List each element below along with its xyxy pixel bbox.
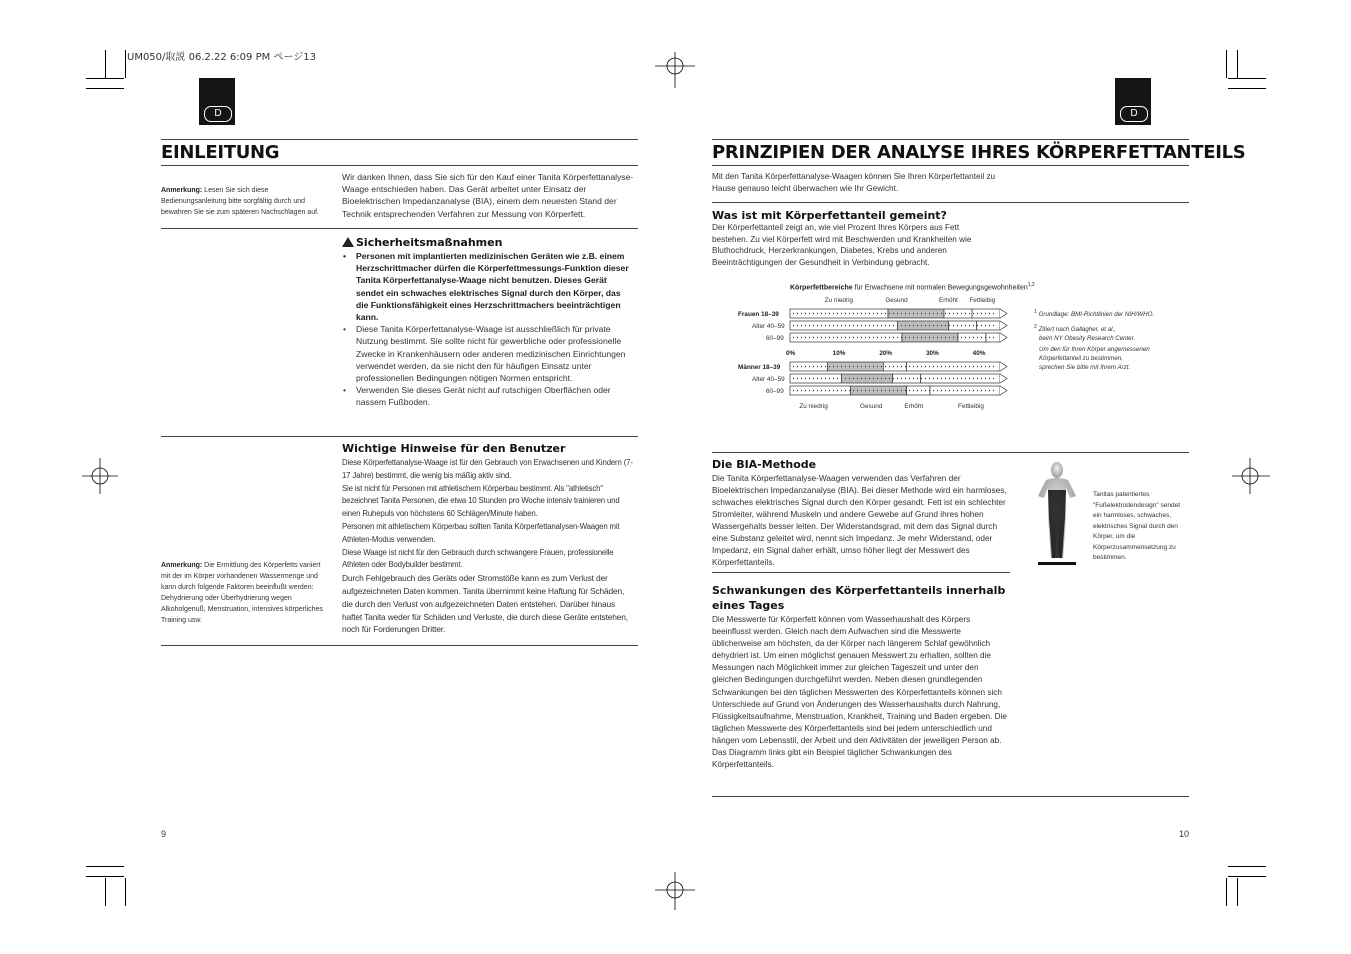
tick-label: 40% [972,350,986,357]
safety-heading: Sicherheitsmaßnahmen [342,236,502,249]
section-text: Die Tanita Körperfettanalyse-Waagen verwenden das Verfahren der Bioelektrischen Impedanzanalyse (BIA). Bei dieser Methode wird ein harmloses, schwaches elektrisches Signal durch den Körper gesandt. Fett ist ein schlechter Stromleiter, während Muskeln und andere Gewebe auf Grund ihres hohen Wassergehalts besser leiten. Der Widerstandsgrad, mit dem das Signal durch eine Substanz geleitet wird, nennt sich Impedanz. Je mehr Widerstand, oder Impedanz, ein Signal daher erhält, umso höher liegt der Messwert des Körperfettanteils. [712,473,1007,567]
chart-title: Körperfettbereiche für Erwachsene mit normalen Bewegungsgewohnheiten$^{1,2}$ [790,282,1035,292]
category-label: Erhöht [904,403,924,410]
row-label: Frauen 18–39 [738,311,779,318]
bar-segment [977,321,1000,330]
crop-mark [1228,88,1266,89]
bar-arrow [1000,374,1007,383]
bar-segment [921,374,1000,383]
section-text: Der Körperfettanteil zeigt an, wie viel Prozent Ihres Körpers aus Fett bestehen. Zu viel Körperfett wird mit Beschwerden und Krankheiten wie Bluthochdruck, Herzerkrankungen, Diabetes, Krebs und anderen Beeinträchtigungen der Gesundheit in Verbindung gebracht. [712,223,972,267]
crop-mark [105,50,106,78]
list-item: • Diese Tanita Körperfettanalyse-Waage ist ausschließlich für private Nutzung bestimmt. Sie sollte nicht für gewerbliche oder professionelle Zwecke in Krankenhäusern oder anderen medizinischen Einrichtungen verwendet werden, da sie nicht den für häufigen Einsatz unter professionellen Bedingungen nötigen Normen entspricht. [342,323,634,384]
bar-arrow [1000,333,1007,342]
category-label: Erhöht [939,297,958,304]
crop-mark [86,876,124,877]
bar-arrow [1000,309,1007,318]
body-silhouette-image [1028,458,1086,570]
registration-mark [82,456,122,496]
section-heading: Schwankungen des Körperfettanteils innerhalb eines Tages [712,584,1006,612]
divider [712,452,1189,453]
crop-mark [1228,876,1266,877]
divider [712,796,1189,797]
crop-mark [1228,866,1266,867]
crop-mark [125,50,126,78]
crop-mark [1226,878,1227,906]
registration-mark [1230,456,1270,496]
list-item: • Verwenden Sie dieses Gerät nicht auf rutschigen Oberflächen oder nassem Fußboden. [342,384,634,408]
bar-arrow [1000,321,1007,330]
registration-mark [655,870,695,910]
row-label: 60–99 [766,388,784,395]
section-heading: Die BIA-Methode [712,458,817,471]
row-label: 60–99 [766,335,784,342]
list-item: • Personen mit implantierten medizinischen Geräten wie z.B. einem Herzschrittmacher dürfen die Körperfettmessungs-Funktion dieser Tanita Körperfettanalyse-Waage nicht benutzen. Dieses Gerät sendet ein schwaches elektrisches Signal durch den Körper, das die Funktionsfähigkeit eines Herzschrittmachers beeinträchtigen kann. [342,250,634,323]
section-text: Die Messwerte für Körperfett können vom Wasserhaushalt des Körpers beeinflusst werden. Gleich nach dem Aufwachen sind die Messwerte üblicherweise am höchsten, da der Körper nach längerem Schlaf gewöhnlich dehydriert ist. Um einen möglichst genauen Messwert zu erhalten, sollten die Messungen nach Möglichkeit immer zur gleichen Tageszeit und unter den gleichen Bedingungen durchgeführt werden. Neben diesen grundlegenden Schwankungen bei den täglichen Messwerten des Körperfettanteils können sich Unterschiede auf Grund von Änderungen des Wasserhaushalts durch Nahrung, Flüssigkeitsaufnahme, Menstruation, Krankheit, Training und Baden ergeben. Die täglichen Messwerte des Körperfettanteils sind bei jedem unterschiedlich und hängen vom Lebensstil, der Arbeit und den Aktivitäten der jeweiligen Person ab. Das Diagramm links gibt ein Beispiel täglicher Schwankungen des Körperfettanteils. [712,615,1007,770]
bar-segment [851,386,907,395]
hints-heading: Wichtige Hinweise für den Benutzer [342,442,566,455]
page-title: PRINZIPIEN DER ANALYSE IHRES KÖRPERFETTANTEILS [712,142,1246,163]
divider [712,572,1010,573]
bar-segment [888,309,944,318]
divider [161,645,638,646]
hints-text: Diese Körperfettanalyse-Waage ist für den Gebrauch von Erwachsenen und Kindern (7-17 Jahre) bestimmt, die wenig bis mäßig aktiv sind. Sie ist nicht für Personen mit athletischem Körperbau bestimmt. Als "athletisch" bezeichnet Tanita Personen, die etwa 10 Stunden pro Woche intensiv trainieren und einen Ruhepuls von höchstens 60 Schlägen/Minute haben. Personen mit athletischem Körperbau sollten Tanita Körperfettanalysen-Waagen mit Athleten-Modus verwenden. Diese Waage ist nicht für den Gebrauch durch schwangere Frauen, professionelle Athleten oder Bodybuilder bestimmt. Durch Fehlgebrauch des Geräts oder Stromstöße kann es zum Verlust der aufgezeichneten Daten kommen. Tanita übernimmt keine Haftung für Schäden, die durch den Verlust von aufgezeichneten Daten entstehen. Darüber hinaus haftet Tanita weder für Schäden und Verluste, die durch diese Geräte entstehen, noch für Forderungen Dritter. [342,458,633,635]
tick-label: 0% [786,350,796,357]
tick-label: 30% [926,350,939,357]
divider [712,202,1189,203]
row-label: Alter 40–59 [752,323,785,330]
crop-mark [1228,78,1266,79]
body-fat-chart [738,292,1028,414]
page-number: 9 [161,829,167,839]
print-header: UM050/取説 06.2.22 6:09 PM ページ13 [127,52,316,63]
category-label: Fettleibig [969,297,996,304]
chart-footnotes: $^1$ Grundlage: BMI-Richtlinien der NIH/WHO. $^2$ Zitiert nach Gallagher, et al., beim NY Obesity Research Center. Um den für Ihren Körper angemessenen Körperfettanteil zu bestimmen, sprechen Sie bitte mit Ihrem Arzt. [1034,309,1155,372]
bar-segment [907,386,930,395]
figure-caption: Tanitas patentiertes "Fußelektrodendesign" sendet ein harmloses, schwaches, elektrisches Signal durch den Körper, um die Körperzusammensetzung zu bestimmen. [1093,491,1181,561]
crop-mark [125,878,126,906]
page-title: EINLEITUNG [161,142,280,163]
divider [161,228,638,229]
category-label: Gesund [860,403,883,410]
crop-mark [1237,50,1238,78]
crop-mark [1226,50,1227,78]
page-number: 10 [1179,829,1190,839]
tick-label: 20% [879,350,893,357]
category-label: Fettleibig [958,403,984,410]
section-heading: Was ist mit Körperfettanteil gemeint? [712,209,947,222]
crop-mark [1237,878,1238,906]
category-label: Zu niedrig [824,297,854,304]
category-label: Gesund [885,297,908,304]
note-measurement: Anmerkung: Die Ermittlung des Körperfetts variiert mit der im Körper vorhandenen Wassermenge und kann durch folgende Faktoren beeinflußt werden: Dehydrierung oder Überhydrierung wegen Alkoholgenuß, Menstruation, intensives körperliches Training usw. [161,562,323,624]
warning-icon [342,237,354,247]
bar-segment [893,374,921,383]
divider [712,165,1189,166]
row-label: Männer 18–39 [738,364,781,371]
bar-arrow [1000,386,1007,395]
intro-paragraph: Mit den Tanita Körperfettanalyse-Waagen können Sie Ihren Körperfettanteil zu Hause genauso leicht überwachen wie Ihr Gewicht. [712,172,996,194]
divider [161,139,638,140]
note-intro: Anmerkung: Lesen Sie sich diese Bedienungsanleitung bitte sorgfältig durch und bewahren Sie sie zum späteren Nachschlagen auf. [161,187,319,216]
crop-mark [86,78,124,79]
divider [712,139,1189,140]
crop-mark [105,878,106,906]
tick-label: 10% [832,350,846,357]
bar-segment [827,362,883,371]
divider [161,165,638,166]
row-label: Alter 40–59 [752,376,785,383]
category-label: Zu niedrig [799,403,828,410]
intro-paragraph: Wir danken Ihnen, dass Sie sich für den Kauf einer Tanita Körperfettanalyse-Waage entschieden haben. Das Gerät arbeitet unter Einsatz der Bioelektrischen Impedanzanalyse (BIA), einem dem neuesten Stand der Technik entsprechenden Verfahren zur Messung von Körperfett. [342,172,634,219]
bar-segment [949,321,977,330]
registration-mark [655,52,695,92]
divider [161,436,638,437]
crop-mark [86,866,124,867]
crop-mark [86,88,124,89]
language-badge: D [1115,78,1151,125]
bar-arrow [1000,362,1007,371]
language-badge: D [199,78,235,125]
bar-segment [883,362,906,371]
safety-list [342,250,634,409]
